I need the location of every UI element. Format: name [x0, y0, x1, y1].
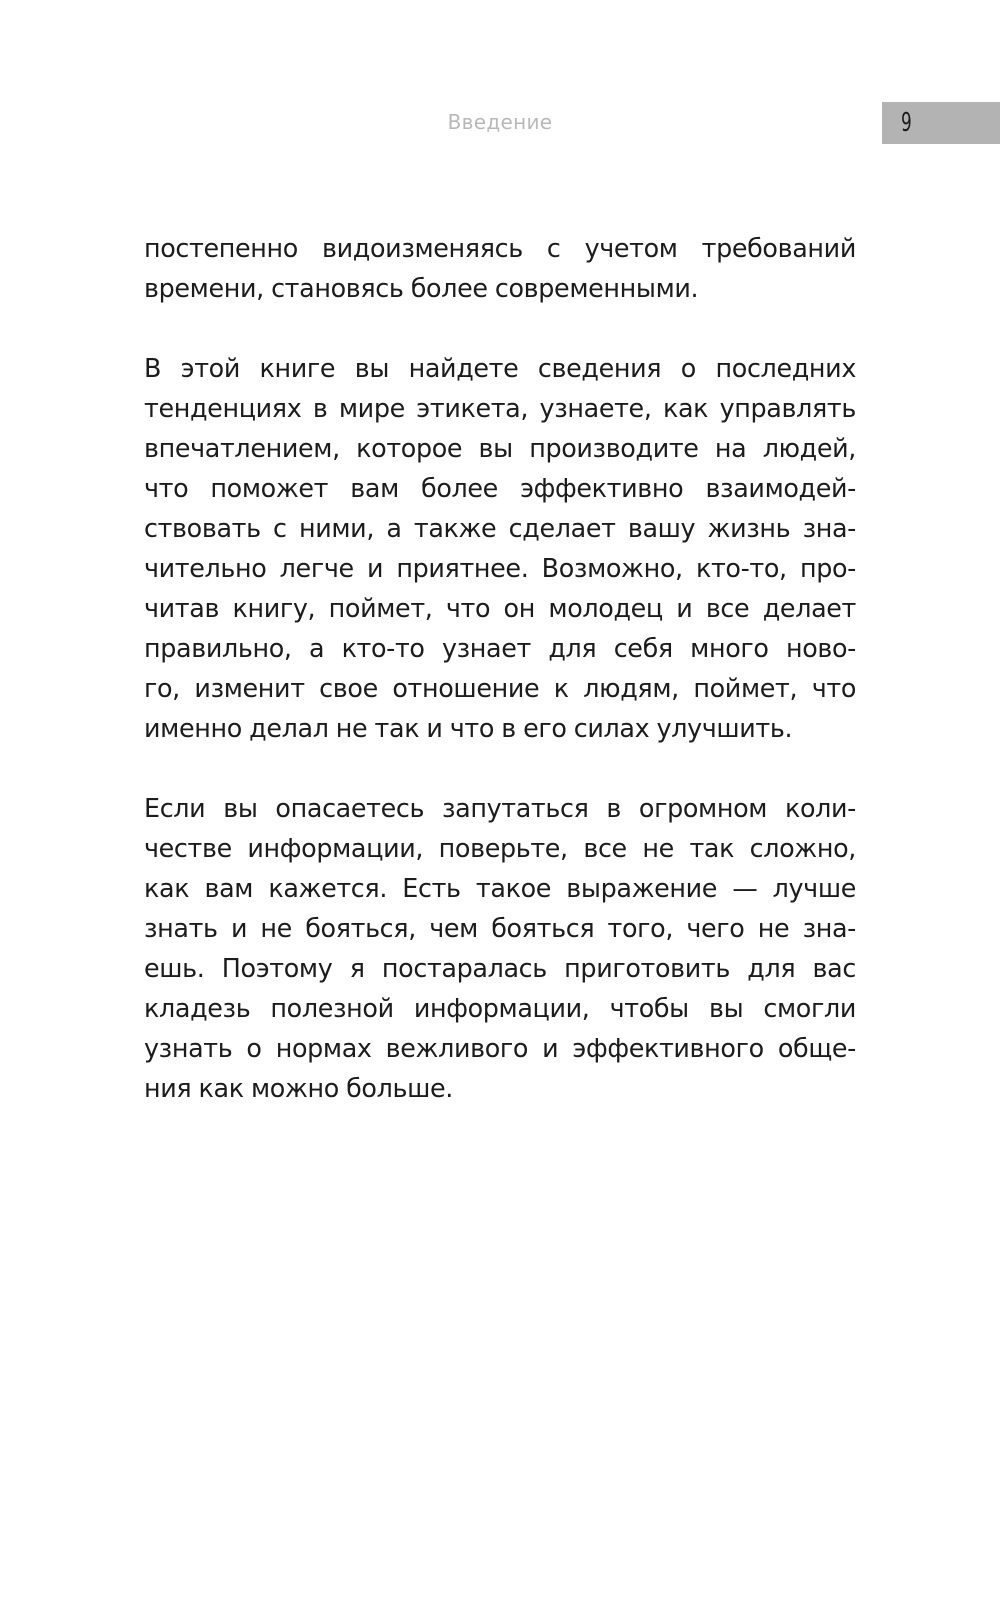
text-line: Если вы опасаетесь запутаться в огромном коли- [144, 793, 856, 823]
text-line: ешь. Поэтому я постаралась приготовить для вас [144, 953, 856, 983]
text-line: постепенно видоизменяясь с учетом требований [144, 233, 856, 263]
body-text [144, 228, 856, 1108]
running-header: Введение [447, 110, 553, 134]
text-line: В этой книге вы найдете сведения о последних [144, 353, 856, 383]
page-number-tab [882, 102, 1000, 144]
text-line: правильно, а кто-то узнает для себя много ново- [144, 633, 856, 663]
text-line: что поможет вам более эффективно взаимодей- [144, 473, 856, 503]
text-line: как вам кажется. Есть такое выражение — лучше [144, 873, 856, 903]
text-line: честве информации, поверьте, все не так сложно, [144, 833, 856, 863]
text-line: тенденциях в мире этикета, узнаете, как управлять [144, 393, 856, 423]
text-line: именно делал не так и что в его силах улучшить. [144, 713, 793, 743]
text-line: знать и не бояться, чем бояться того, чего не зна- [144, 913, 856, 943]
page-number: 9 [901, 108, 912, 138]
text-line: узнать о нормах вежливого и эффективного обще- [144, 1033, 856, 1063]
text-line: ствовать с ними, а также сделает вашу жизнь зна- [144, 513, 856, 543]
paragraph-3 [144, 788, 856, 1108]
text-line: времени, становясь более современными. [144, 273, 699, 303]
text-line: чительно легче и приятнее. Возможно, кто-то, про- [144, 553, 856, 583]
paragraph-1 [144, 228, 856, 308]
text-line: ния как можно больше. [144, 1073, 453, 1103]
text-line: читав книгу, поймет, что он молодец и все делает [144, 593, 856, 623]
paragraph-2 [144, 348, 856, 748]
text-line: кладезь полезной информации, чтобы вы смогли [144, 993, 856, 1023]
text-line: го, изменит свое отношение к людям, поймет, что [144, 673, 856, 703]
text-line: впечатлением, которое вы производите на людей, [144, 433, 856, 463]
